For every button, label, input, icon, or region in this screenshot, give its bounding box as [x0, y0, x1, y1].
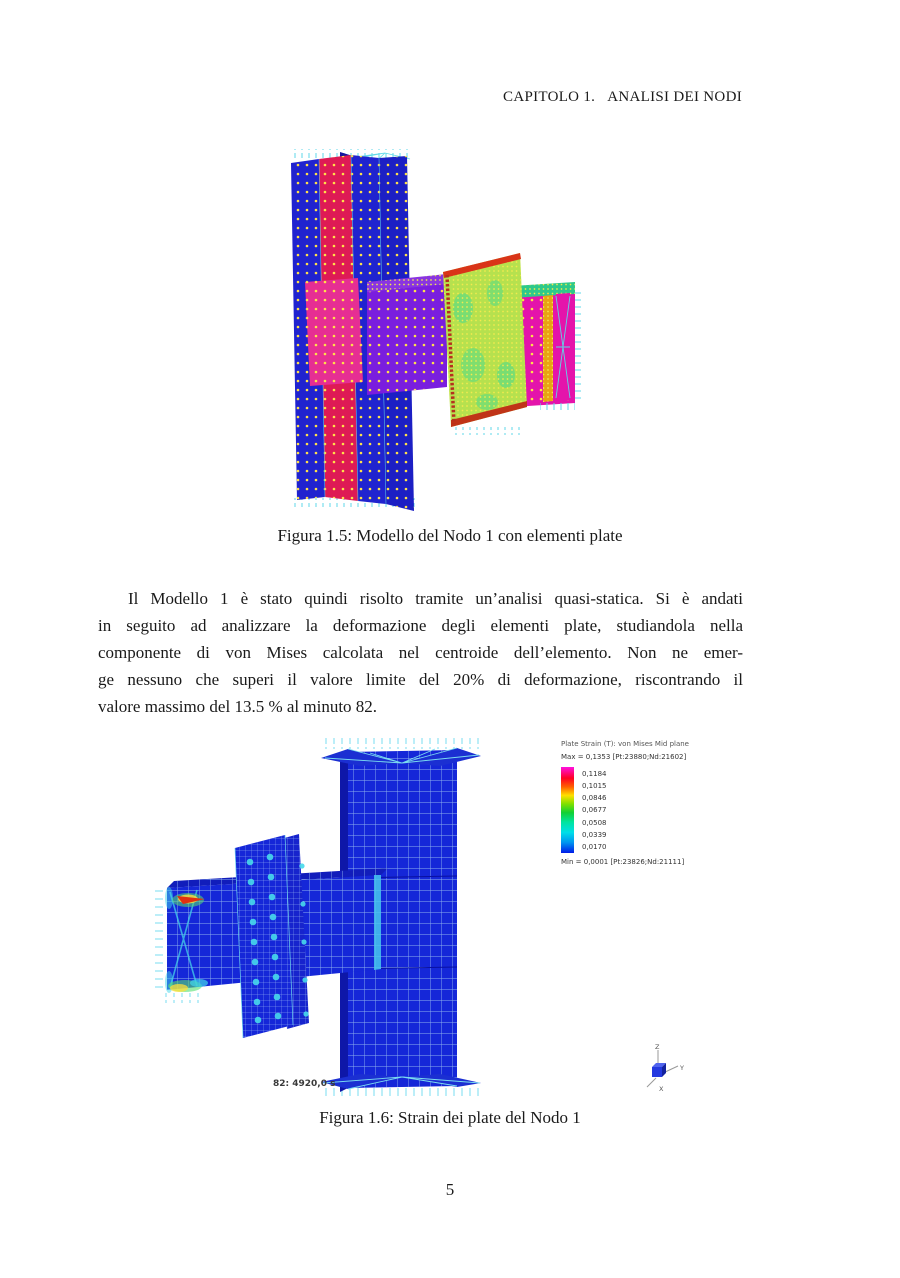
- body-paragraph: [98, 585, 743, 720]
- legend-level: 0,0170: [582, 842, 607, 851]
- legend-level: 0,1184: [582, 770, 607, 778]
- page-number: 5: [445, 1180, 455, 1199]
- legend-max-value: Max = 0,1353 [Pt:23880;Nd:21602]: [561, 753, 687, 761]
- fem-model-nodo1-image: [285, 143, 605, 518]
- beam-web: [367, 274, 447, 395]
- legend-min-value: Min = 0,0001 [Pt:23826;Nd:21111]: [561, 858, 685, 866]
- legend-level-labels: [582, 767, 607, 853]
- figure-strain-plot: [155, 736, 735, 1111]
- timestep-label: 82: 4920,0 s: [273, 1079, 336, 1089]
- paragraph-line: valore massimo del 13.5 % al minuto 82.: [98, 697, 378, 716]
- figure2-caption: Figura 1.6: Strain dei plate del Nodo 1: [319, 1108, 581, 1127]
- strain-legend: [561, 740, 731, 866]
- legend-level: 0,0846: [582, 794, 607, 803]
- chapter-header: [503, 89, 742, 106]
- figure1-caption: Figura 1.5: Modello del Nodo 1 con elementi plate: [277, 526, 623, 545]
- axis-label-x: X: [659, 1085, 664, 1093]
- legend-level: 0,0508: [582, 818, 607, 827]
- paragraph-line: in seguito ad analizzare la deformazione degli elementi plate, studiandola nella: [98, 616, 743, 635]
- legend-level: 0,0677: [582, 806, 607, 815]
- legend-colorbar: [561, 767, 574, 853]
- legend-level: 0,0339: [582, 830, 607, 839]
- chapter-header-title: ANALISI DEI NODI: [607, 89, 742, 105]
- legend-level: 0,1015: [582, 782, 607, 791]
- paragraph-line: Il Modello 1 è stato quindi risolto tramite un’analisi quasi-statica. Si è andati: [128, 589, 743, 608]
- figure-fem-plate-model: [285, 143, 605, 518]
- splice-plates: [235, 834, 309, 1038]
- paragraph-line: componente di von Mises calcolata nel centroide dell’elemento. Non ne emer-: [98, 643, 743, 662]
- chapter-header-number: CAPITOLO 1.: [503, 89, 596, 105]
- legend-title: Plate Strain (T): von Mises Mid plane: [561, 740, 689, 748]
- axis-triad: [647, 1043, 684, 1093]
- axis-label-y: Y: [680, 1064, 684, 1072]
- axis-label-z: Z: [655, 1043, 660, 1051]
- paragraph-line: ge nessuno che superi il valore limite del 20% di deformazione, riscontrando il: [98, 670, 743, 689]
- joint-panel: [305, 278, 363, 386]
- end-plate: [443, 253, 527, 435]
